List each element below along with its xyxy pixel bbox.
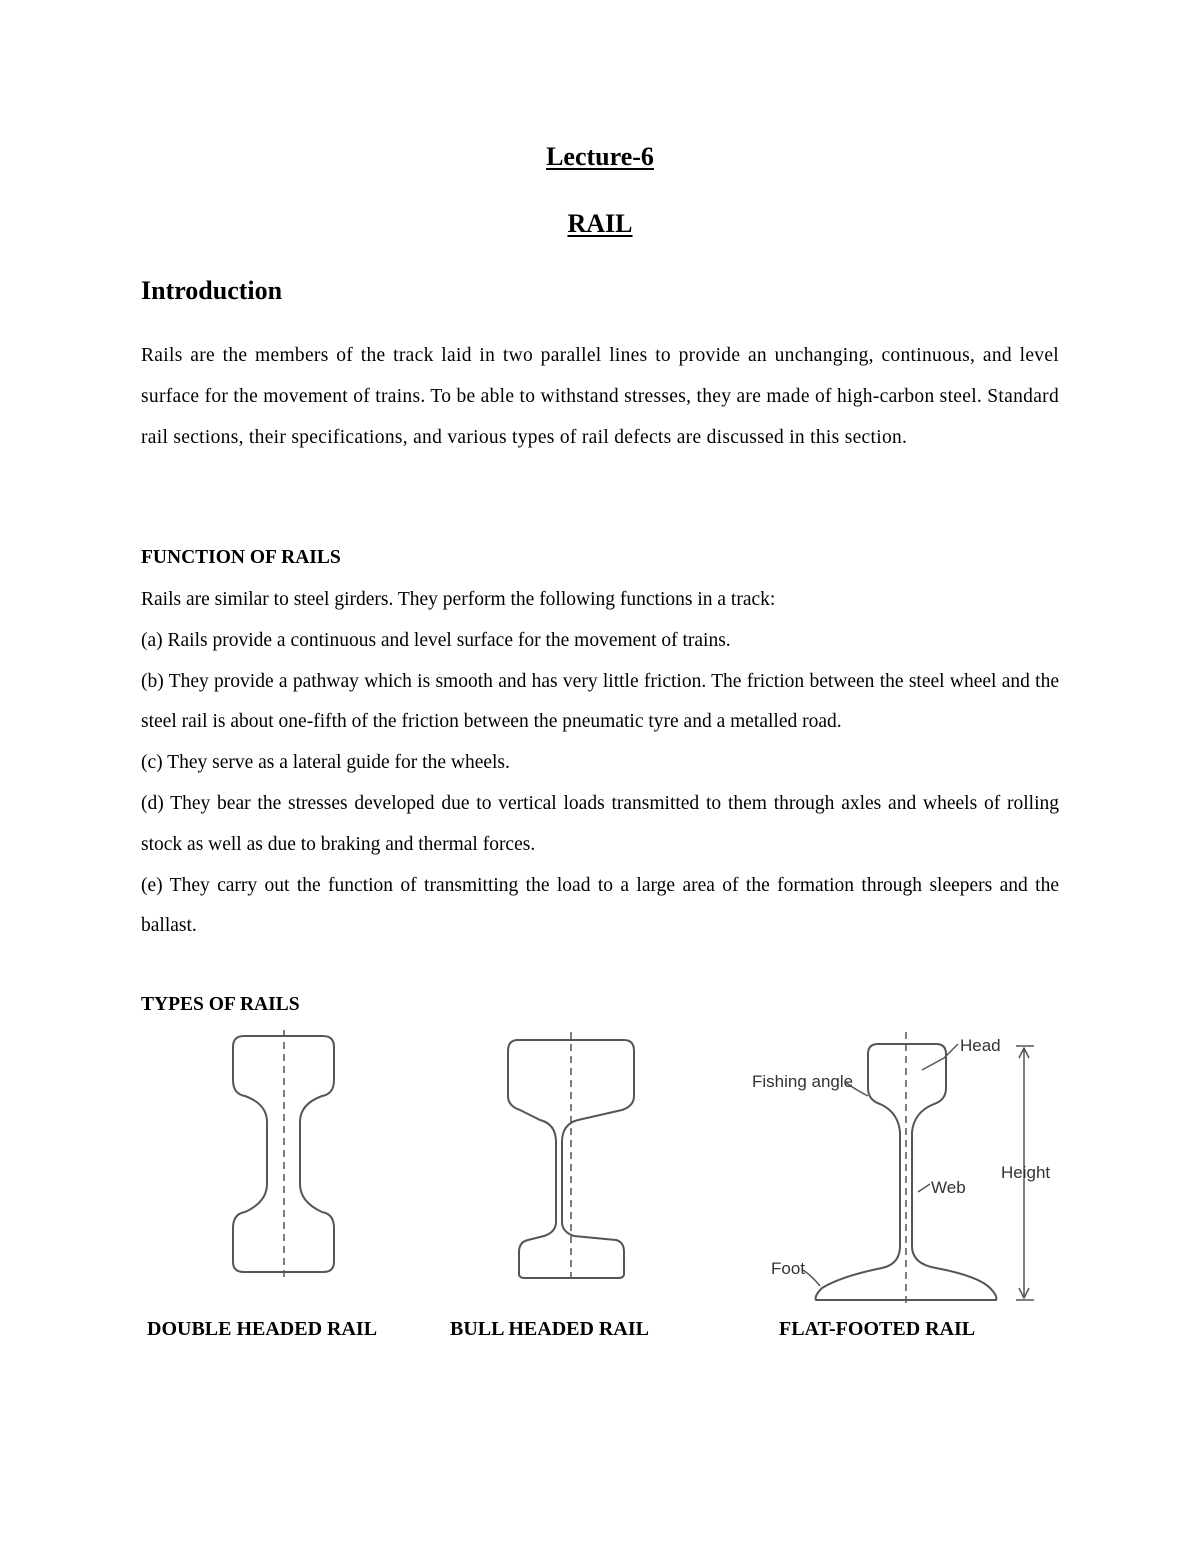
functions-heading: FUNCTION OF RAILS: [141, 547, 341, 568]
functions-lead: Rails are similar to steel girders. They perform the following functions in a track:: [141, 589, 776, 610]
function-item-c: (c) They serve as a lateral guide for the wheels.: [141, 752, 510, 774]
height-label: Height: [1001, 1163, 1051, 1182]
caption-double-headed-rail: DOUBLE HEADED RAIL: [147, 1318, 378, 1340]
rail-types-figure: [0, 1024, 1200, 1314]
function-item-e: (e) They carry out the function of transmitting the load to a large area of the formation through sleepers and the ballast.: [141, 874, 1059, 937]
lecture-title: Lecture-6: [546, 142, 654, 171]
foot-label: Foot: [771, 1259, 806, 1278]
function-item-a: (a) Rails provide a continuous and level surface for the movement of trains.: [141, 629, 731, 651]
bull-headed-rail-drawing: [508, 1032, 634, 1280]
function-item-b: (b) They provide a pathway which is smooth and has very little friction. The friction between the steel wheel and the steel rail is about one-fifth of the friction between the pneumatic tyre and a metalled road.: [141, 670, 1059, 733]
intro-heading: Introduction: [141, 276, 283, 305]
web-label: Web: [931, 1178, 966, 1197]
fishing-angle-label: Fishing angle: [752, 1072, 854, 1091]
function-item-d: (d) They bear the stresses developed due to vertical loads transmitted to them through axles and wheels of rolling stock as well as due to braking and thermal forces.: [141, 792, 1059, 855]
functions-list: [141, 580, 1059, 947]
intro-paragraph: Rails are the members of the track laid in two parallel lines to provide an unchanging, continuous, and level surface for the movement of trains. To be able to withstand stresses, they are made of high-carbon steel. Standard rail sections, their specifications, and various types of rail defects are discussed in this section.: [141, 345, 1059, 448]
caption-bull-headed-rail: BULL HEADED RAIL: [450, 1318, 649, 1340]
double-headed-rail-drawing: [233, 1030, 334, 1278]
topic-title: RAIL: [567, 209, 633, 238]
types-heading: TYPES OF RAILS: [141, 994, 300, 1015]
head-label: Head: [960, 1036, 1001, 1055]
caption-flat-footed-rail: FLAT-FOOTED RAIL: [779, 1318, 976, 1340]
